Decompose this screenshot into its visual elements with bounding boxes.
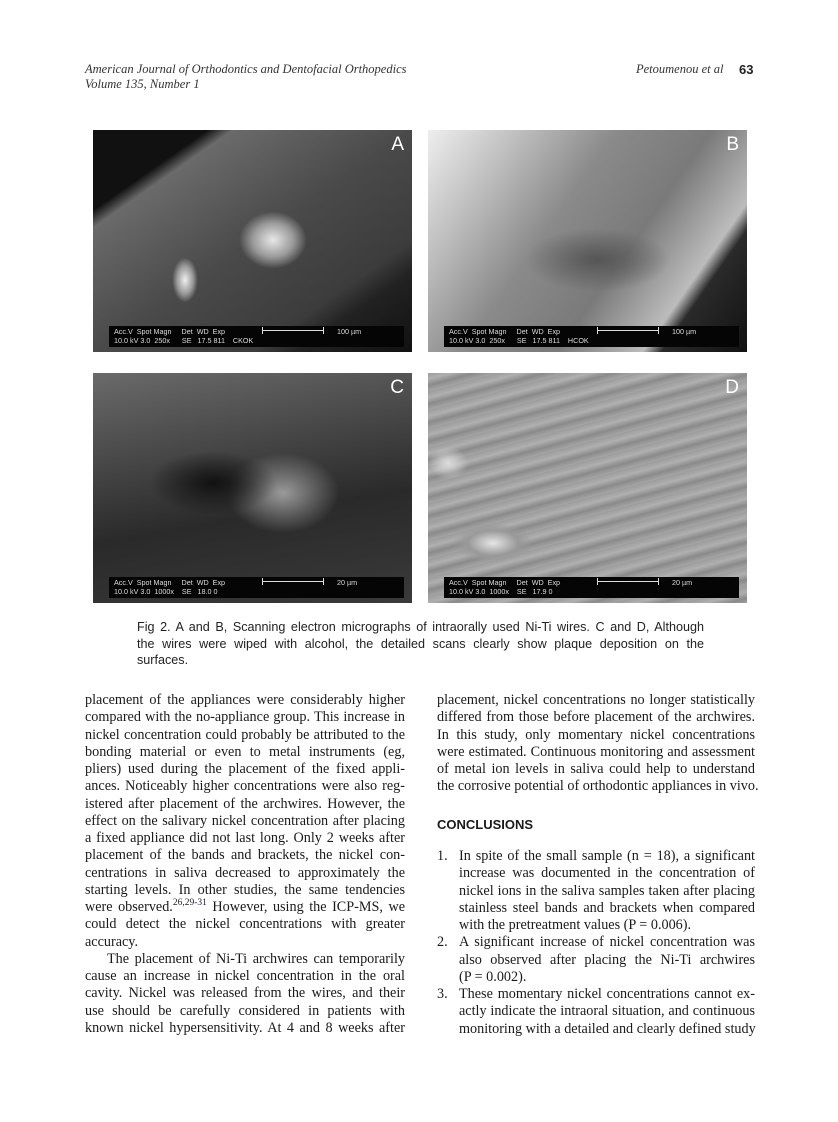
info-row-labels: Acc.V Spot Magn Det WD Exp xyxy=(114,578,226,587)
text-line: also observed after placing the Ni-Ti archwires xyxy=(459,951,755,968)
text-line: nickel concentration could probably be attributed to the xyxy=(85,726,405,743)
text-line: The placement of Ni-Ti archwires can temporarily xyxy=(107,950,405,967)
text-line: increase was documented in the concentration of xyxy=(459,865,755,882)
text-line: (P = 0.002). xyxy=(459,968,527,985)
panel-label: A xyxy=(391,134,404,155)
text-line: accuracy. xyxy=(85,933,139,950)
panel-label: D xyxy=(725,377,739,398)
info-row-values: 10.0 kV 3.0 250x SE 17.5 811 CKOK xyxy=(114,336,254,345)
text-line: use should be carefully considered in patients with xyxy=(85,1002,405,1019)
conclusion-item xyxy=(437,848,755,934)
scale-label: 20 µm xyxy=(672,578,693,587)
micrograph-info-bar xyxy=(109,577,404,598)
sem-micrograph-b xyxy=(428,130,747,352)
conclusion-number: 3. xyxy=(437,986,448,1002)
text-line: the corrosive potential of orthodontic appliances in vivo. xyxy=(437,778,759,795)
info-row-values: 10.0 kV 3.0 1000x SE 18.0 0 xyxy=(114,587,218,596)
caption-line: the wires were wiped with alcohol, the detailed scans clearly show plaque deposition on the xyxy=(137,636,704,651)
text-line: known nickel hypersensitivity. At 4 and 8 weeks after xyxy=(85,1019,405,1036)
micrograph-info-bar xyxy=(444,326,739,347)
text-line: were estimated. Continuous monitoring and assessment xyxy=(437,743,755,760)
text-line: actly indicate the intraoral situation, and continuous xyxy=(459,1003,755,1020)
conclusion-number: 1. xyxy=(437,848,448,864)
micrograph-info-bar xyxy=(444,577,739,598)
scale-label: 100 µm xyxy=(672,327,697,336)
text-fragment: were observed. xyxy=(85,899,173,915)
text-line: placement of the bands and brackets, the nickel con- xyxy=(85,847,405,864)
page-number: 63 xyxy=(739,62,754,77)
sem-micrograph-a xyxy=(93,130,412,352)
caption-line: surfaces. xyxy=(137,653,189,668)
text-line: compared with the no-appliance group. This increase in xyxy=(85,709,405,726)
sem-micrograph-d xyxy=(428,373,747,603)
text-line: could detect the nickel concentrations with greater xyxy=(85,916,405,933)
text-line: pliers) used during the placement of the fixed appli- xyxy=(85,761,405,777)
text-line: In spite of the small sample (n = 18), a significant xyxy=(459,848,755,864)
conclusions-list xyxy=(437,848,755,1038)
text-line: starting levels. In other studies, the same tendencies xyxy=(85,881,405,898)
text-line: placement, nickel concentrations no longer statistically xyxy=(437,692,755,708)
text-line: nickel ions in the saliva samples taken after placing xyxy=(459,882,755,899)
text-line: with the pretreatment values (P = 0.006). xyxy=(459,917,692,933)
text-line: cause an increase in nickel concentration in the oral xyxy=(85,968,405,984)
text-line: cavity. Nickel was released from the wires, and their xyxy=(85,985,405,1002)
text-line: placement of the appliances were considerably higher xyxy=(85,692,405,708)
text-line: stainless steel bands and brackets when compared xyxy=(459,899,755,916)
info-row-labels: Acc.V Spot Magn Det WD Exp xyxy=(449,578,561,587)
text-line: a fixed appliance did not last long. Only 2 weeks after xyxy=(85,830,405,846)
text-line: istered after placement of the archwires. However, the xyxy=(85,795,405,812)
scale-bar xyxy=(597,581,659,582)
journal-volume: Volume 135, Number 1 xyxy=(85,77,200,91)
info-row-labels: Acc.V Spot Magn Det WD Exp xyxy=(449,327,561,336)
right-column xyxy=(437,692,759,796)
conclusions-heading: CONCLUSIONS xyxy=(437,817,534,832)
text-line: of metal ion levels in saliva could help to understand xyxy=(437,761,755,777)
info-row-values: 10.0 kV 3.0 1000x SE 17.9 0 xyxy=(449,587,553,596)
figure-caption xyxy=(137,619,704,669)
text-line: centrations in saliva decreased to approximately the xyxy=(85,864,405,881)
reference-citation: 26,29-31 xyxy=(172,898,207,908)
left-column xyxy=(85,692,405,1037)
micrograph-info-bar xyxy=(109,326,404,347)
conclusion-number: 2. xyxy=(437,934,448,951)
scale-label: 20 µm xyxy=(337,578,358,587)
text-line: differed from those before placement of the archwires. xyxy=(437,709,755,726)
text-line: monitoring with a detailed and clearly defined study xyxy=(459,1020,756,1037)
scale-bar xyxy=(597,330,659,331)
info-row-values: 10.0 kV 3.0 250x SE 17.5 811 HCOK xyxy=(449,336,589,345)
conclusion-item xyxy=(437,986,755,1038)
scale-label: 100 µm xyxy=(337,327,362,336)
journal-title: American Journal of Orthodontics and Dentofacial Orthopedics xyxy=(85,62,407,76)
caption-line: Fig 2. A and B, Scanning electron micrographs of intraorally used Ni-Ti wires. C and D, Although xyxy=(137,620,704,634)
text-line: These momentary nickel concentrations cannot ex- xyxy=(459,986,755,1002)
text-line: A significant increase of nickel concentration was xyxy=(459,934,755,951)
panel-label: B xyxy=(726,134,739,155)
text-line: ances. Noticeably higher concentrations were also reg- xyxy=(85,778,405,795)
conclusion-item xyxy=(437,934,755,986)
info-row-labels: Acc.V Spot Magn Det WD Exp xyxy=(114,327,226,336)
scale-bar xyxy=(262,581,324,582)
scale-bar xyxy=(262,330,324,331)
running-authors: Petoumenou et al xyxy=(636,62,724,76)
text-line: effect on the salivary nickel concentration after placing xyxy=(85,812,405,829)
text-fragment: However, using the ICP-MS, we xyxy=(206,899,405,915)
text-line-with-reference xyxy=(85,899,405,916)
panel-label: C xyxy=(390,377,404,398)
text-line: In this study, only momentary nickel concentrations xyxy=(437,726,755,743)
text-line: bonding material or even to metal instruments (eg, xyxy=(85,743,405,760)
sem-micrograph-c xyxy=(93,373,412,603)
